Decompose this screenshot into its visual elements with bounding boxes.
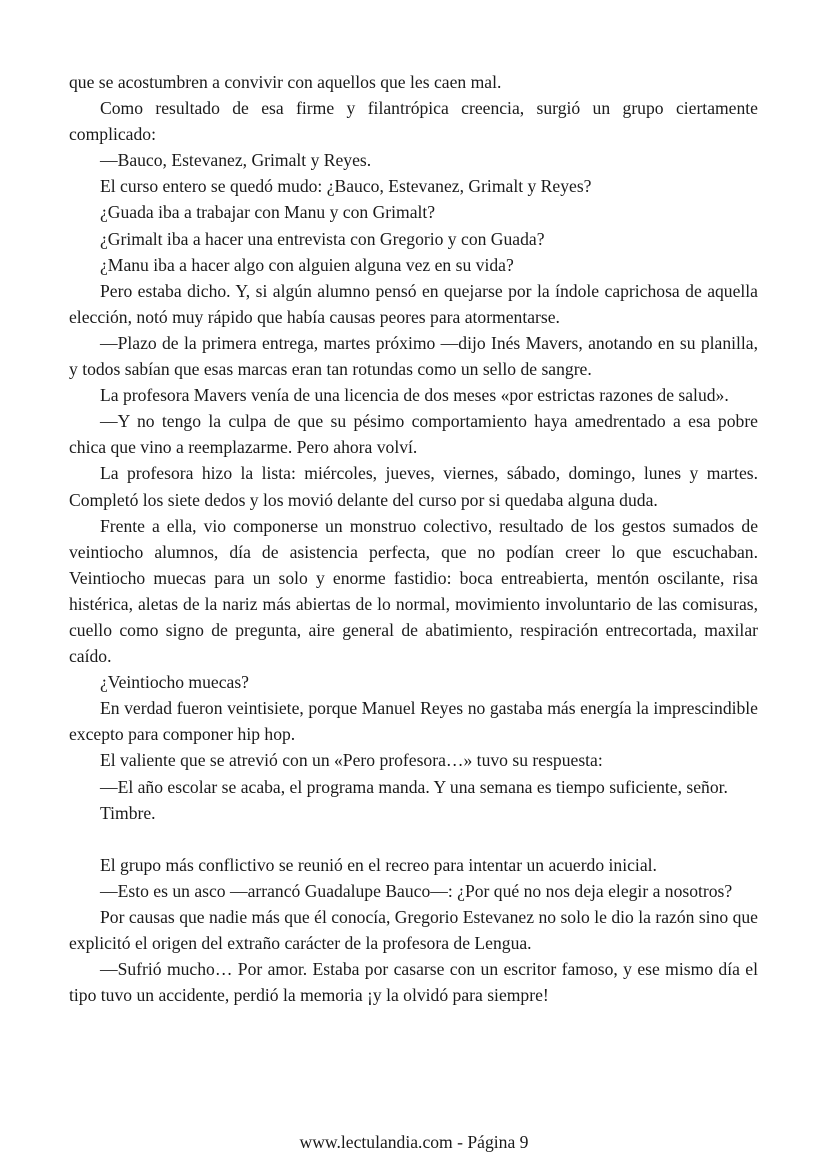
paragraph: El valiente que se atrevió con un «Pero profesora…» tuvo su respuesta: — [100, 750, 603, 771]
paragraph: —Sufrió mucho… Por amor. Estaba por casarse con un escritor famoso, y ese mismo día el tipo tuvo un accidente, perdió la memoria ¡y la olvidó para siempre! — [69, 959, 758, 1006]
paragraph: Como resultado de esa firme y filantrópica creencia, surgió un grupo ciertamente complicado: — [69, 98, 758, 145]
paragraph: que se acostumbren a convivir con aquellos que les caen mal. — [69, 72, 502, 92]
paragraph: ¿Manu iba a hacer algo con alguien alguna vez en su vida? — [100, 254, 514, 275]
paragraph: Pero estaba dicho. Y, si algún alumno pensó en quejarse por la índole caprichosa de aquella elección, notó muy rápido que había causas peores para atormentarse. — [69, 280, 758, 327]
paragraph: —Y no tengo la culpa de que su pésimo comportamiento haya amedrentado a esa pobre chica que vino a reemplazarme. Pero ahora volví. — [69, 411, 758, 458]
paragraph: —Plazo de la primera entrega, martes próximo —dijo Inés Mavers, anotando en su planilla, y todos sabían que esas marcas eran tan rotundas como un sello de sangre. — [69, 332, 758, 380]
paragraph: La profesora Mavers venía de una licencia de dos meses «por estrictas razones de salud». — [100, 385, 729, 406]
paragraph: ¿Grimalt iba a hacer una entrevista con Gregorio y con Guada? — [100, 228, 545, 249]
book-page — [69, 69, 758, 1008]
paragraph: El grupo más conflictivo se reunió en el recreo para intentar un acuerdo inicial. — [100, 854, 657, 875]
paragraph: —El año escolar se acaba, el programa manda. Y una semana es tiempo suficiente, señor. — [100, 776, 728, 797]
paragraph: ¿Veintiocho muecas? — [100, 672, 249, 693]
paragraph: Frente a ella, vio componerse un monstruo colectivo, resultado de los gestos sumados de veintiocho alumnos, día de asistencia perfecta, que no podían creer lo que escuchaban. Veintiocho muecas para un solo y enorme fastidio: boca entreabierta, mentón oscilante, risa histérica, aletas de la nariz más abiertas de lo normal, movimiento involuntario de las comisuras, cuello como signo de pregunta, aire general de abatimiento, respiración entrecortada, maxilar caído. — [69, 515, 758, 667]
page-footer: www.lectulandia.com - Página 9 — [299, 1132, 529, 1152]
paragraph: En verdad fueron veintisiete, porque Manuel Reyes no gastaba más energía la imprescindible excepto para componer hip hop. — [69, 698, 758, 745]
paragraph: Por causas que nadie más que él conocía, Gregorio Estevanez no solo le dio la razón sino que explicitó el origen del extraño carácter de la profesora de Lengua. — [69, 906, 758, 953]
paragraph: ¿Guada iba a trabajar con Manu y con Grimalt? — [100, 202, 436, 223]
section-break — [69, 826, 758, 852]
paragraph: La profesora hizo la lista: miércoles, jueves, viernes, sábado, domingo, lunes y martes. Completó los siete dedos y los movió delante del curso por si quedaba alguna duda. — [69, 463, 758, 510]
paragraph: Timbre. — [100, 802, 156, 823]
paragraph: —Bauco, Estevanez, Grimalt y Reyes. — [100, 150, 372, 171]
paragraph: El curso entero se quedó mudo: ¿Bauco, Estevanez, Grimalt y Reyes? — [100, 176, 592, 197]
paragraph: —Esto es un asco —arrancó Guadalupe Bauco—: ¿Por qué no nos deja elegir a nosotros? — [100, 880, 733, 901]
